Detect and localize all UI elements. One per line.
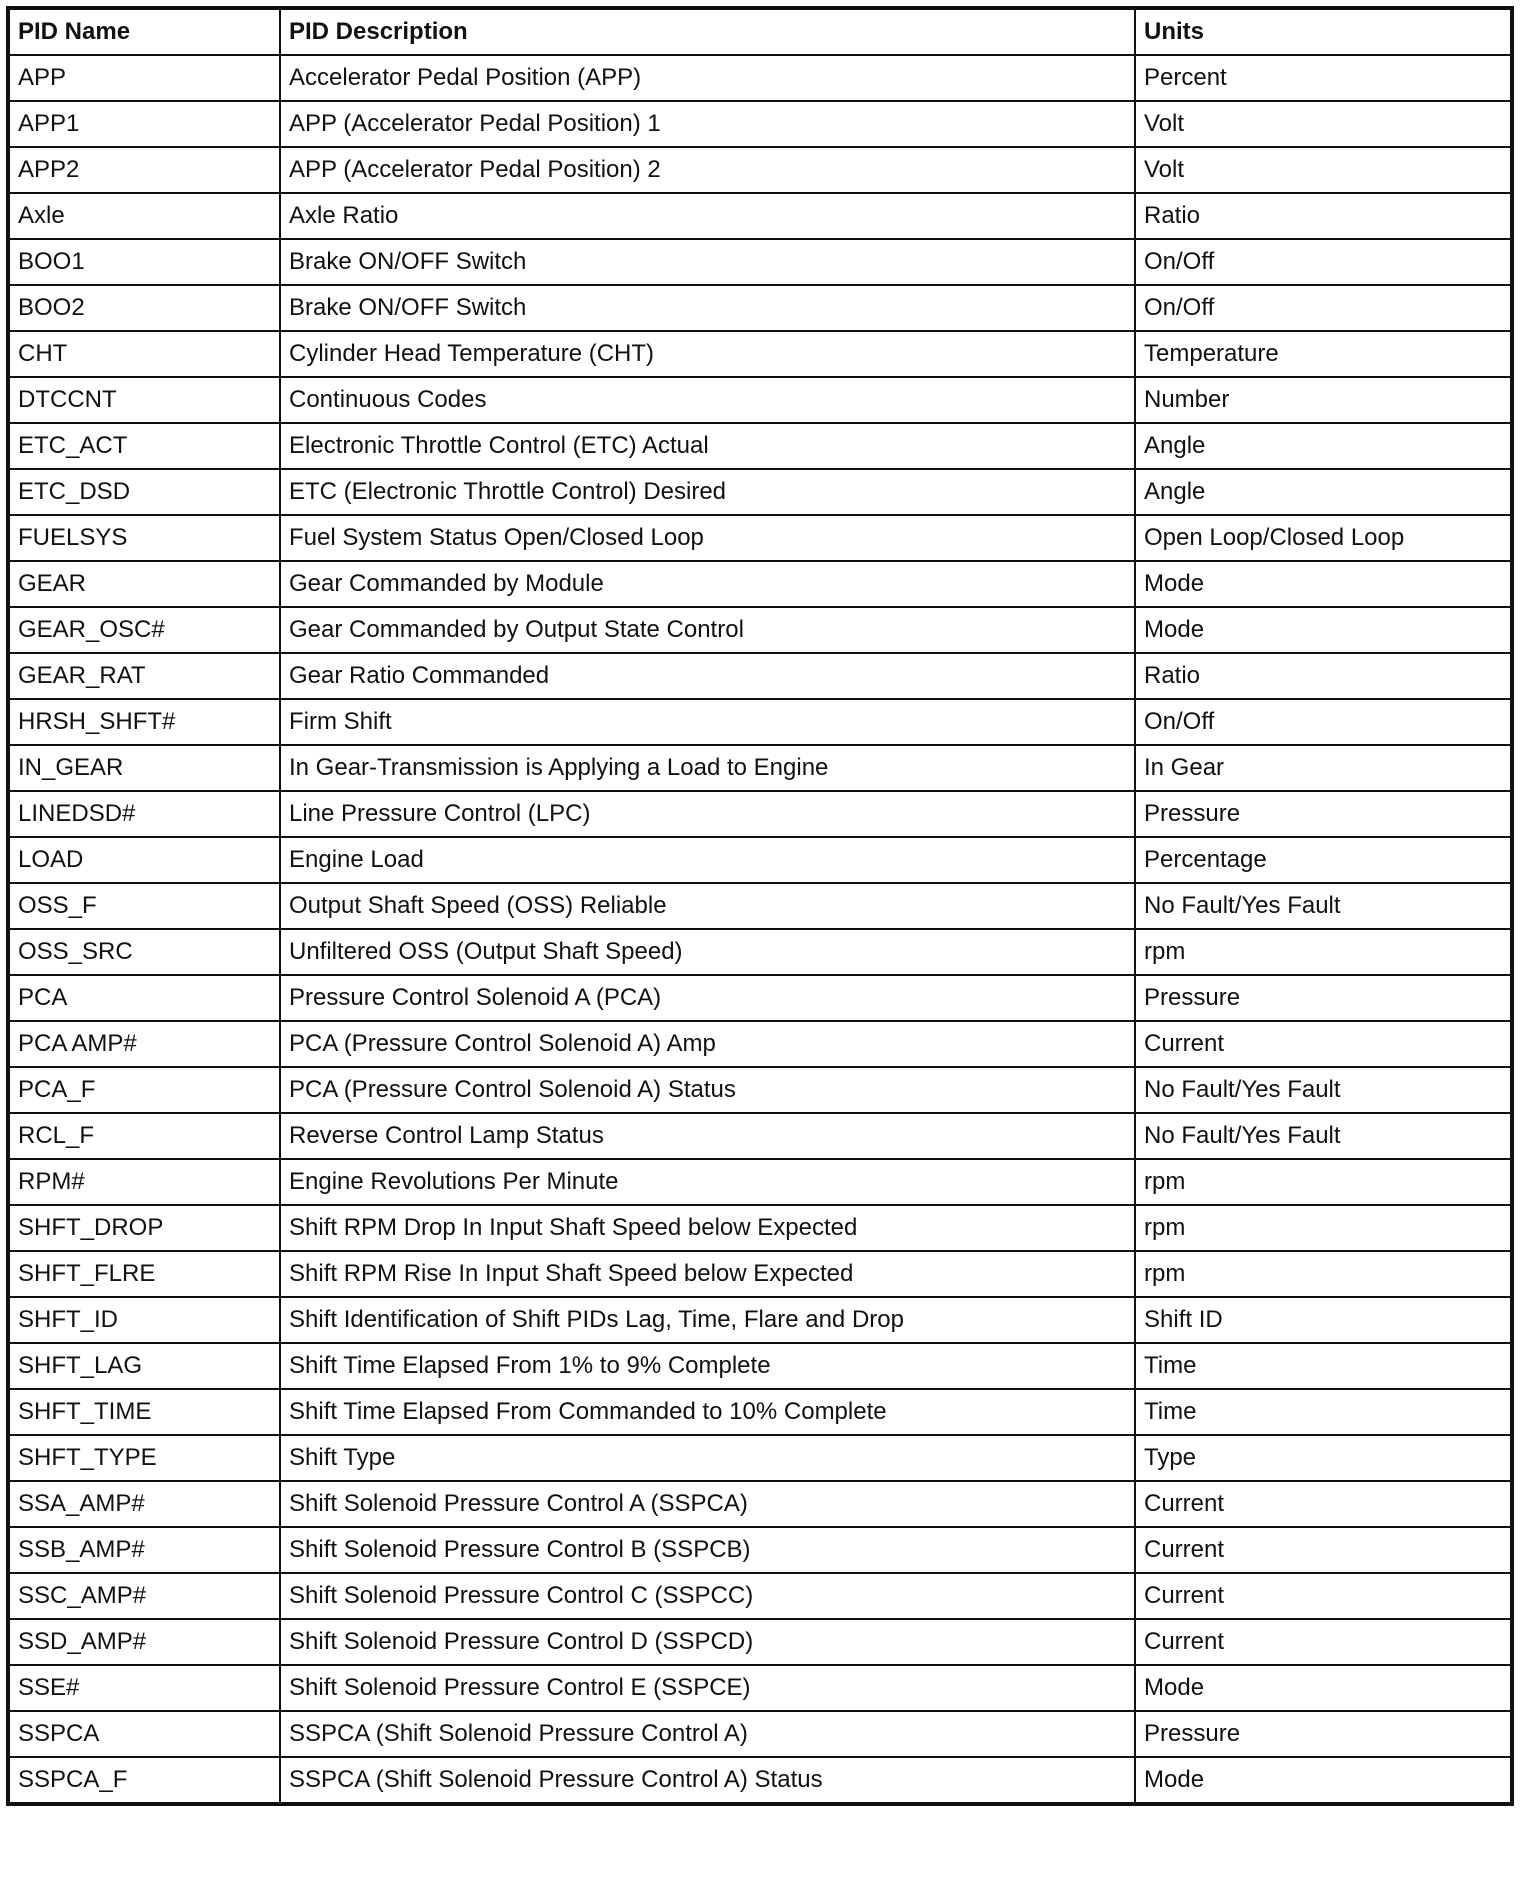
table-row xyxy=(8,1573,1512,1619)
pid-description-cell: Line Pressure Control (LPC) xyxy=(280,791,1135,837)
units-cell: No Fault/Yes Fault xyxy=(1135,883,1512,929)
units-cell: No Fault/Yes Fault xyxy=(1135,1067,1512,1113)
pid-name-cell: SHFT_FLRE xyxy=(8,1251,280,1297)
units-cell: Current xyxy=(1135,1527,1512,1573)
table-row xyxy=(8,1021,1512,1067)
pid-name-cell: GEAR_RAT xyxy=(8,653,280,699)
pid-name-cell: APP xyxy=(8,55,280,101)
units-cell: Current xyxy=(1135,1021,1512,1067)
table-row xyxy=(8,1389,1512,1435)
pid-name-cell: OSS_SRC xyxy=(8,929,280,975)
units-cell: Current xyxy=(1135,1481,1512,1527)
header-units: Units xyxy=(1135,8,1512,55)
pid-name-cell: APP1 xyxy=(8,101,280,147)
units-cell: Mode xyxy=(1135,1665,1512,1711)
pid-description-cell: Brake ON/OFF Switch xyxy=(280,239,1135,285)
table-row xyxy=(8,1297,1512,1343)
pid-name-cell: SHFT_LAG xyxy=(8,1343,280,1389)
units-cell: Pressure xyxy=(1135,791,1512,837)
pid-description-cell: Fuel System Status Open/Closed Loop xyxy=(280,515,1135,561)
pid-name-cell: Axle xyxy=(8,193,280,239)
pid-name-cell: ETC_ACT xyxy=(8,423,280,469)
units-cell: On/Off xyxy=(1135,285,1512,331)
table-row xyxy=(8,423,1512,469)
pid-table xyxy=(6,6,1514,1806)
pid-description-cell: Engine Revolutions Per Minute xyxy=(280,1159,1135,1205)
units-cell: Pressure xyxy=(1135,975,1512,1021)
table-row xyxy=(8,607,1512,653)
pid-description-cell: Reverse Control Lamp Status xyxy=(280,1113,1135,1159)
pid-name-cell: RPM# xyxy=(8,1159,280,1205)
units-cell: rpm xyxy=(1135,1159,1512,1205)
units-cell: Percentage xyxy=(1135,837,1512,883)
pid-name-cell: BOO1 xyxy=(8,239,280,285)
pid-name-cell: GEAR xyxy=(8,561,280,607)
pid-description-cell: Gear Ratio Commanded xyxy=(280,653,1135,699)
table-row xyxy=(8,239,1512,285)
units-cell: Ratio xyxy=(1135,653,1512,699)
pid-name-cell: SSE# xyxy=(8,1665,280,1711)
pid-description-cell: Brake ON/OFF Switch xyxy=(280,285,1135,331)
pid-name-cell: SSB_AMP# xyxy=(8,1527,280,1573)
table-row xyxy=(8,1757,1512,1804)
table-row xyxy=(8,653,1512,699)
pid-description-cell: Gear Commanded by Output State Control xyxy=(280,607,1135,653)
pid-name-cell: SHFT_TYPE xyxy=(8,1435,280,1481)
table-row xyxy=(8,147,1512,193)
pid-name-cell: PCA_F xyxy=(8,1067,280,1113)
pid-description-cell: SSPCA (Shift Solenoid Pressure Control A) xyxy=(280,1711,1135,1757)
pid-description-cell: Unfiltered OSS (Output Shaft Speed) xyxy=(280,929,1135,975)
pid-description-cell: APP (Accelerator Pedal Position) 2 xyxy=(280,147,1135,193)
pid-name-cell: BOO2 xyxy=(8,285,280,331)
pid-name-cell: SSD_AMP# xyxy=(8,1619,280,1665)
pid-description-cell: Shift Solenoid Pressure Control D (SSPCD) xyxy=(280,1619,1135,1665)
pid-description-cell: In Gear-Transmission is Applying a Load to Engine xyxy=(280,745,1135,791)
units-cell: Mode xyxy=(1135,1757,1512,1804)
pid-name-cell: SSPCA xyxy=(8,1711,280,1757)
pid-name-cell: SHFT_TIME xyxy=(8,1389,280,1435)
table-row xyxy=(8,1619,1512,1665)
table-row xyxy=(8,975,1512,1021)
units-cell: Volt xyxy=(1135,101,1512,147)
table-row xyxy=(8,1159,1512,1205)
units-cell: Time xyxy=(1135,1343,1512,1389)
table-row xyxy=(8,1435,1512,1481)
units-cell: Mode xyxy=(1135,561,1512,607)
pid-description-cell: Gear Commanded by Module xyxy=(280,561,1135,607)
pid-name-cell: ETC_DSD xyxy=(8,469,280,515)
pid-name-cell: OSS_F xyxy=(8,883,280,929)
table-row xyxy=(8,331,1512,377)
pid-description-cell: Shift RPM Rise In Input Shaft Speed below Expected xyxy=(280,1251,1135,1297)
table-row xyxy=(8,1343,1512,1389)
pid-name-cell: RCL_F xyxy=(8,1113,280,1159)
units-cell: Open Loop/Closed Loop xyxy=(1135,515,1512,561)
pid-name-cell: SSC_AMP# xyxy=(8,1573,280,1619)
table-row xyxy=(8,745,1512,791)
table-row xyxy=(8,1481,1512,1527)
units-cell: Angle xyxy=(1135,423,1512,469)
pid-name-cell: LINEDSD# xyxy=(8,791,280,837)
table-row xyxy=(8,1067,1512,1113)
pid-description-cell: APP (Accelerator Pedal Position) 1 xyxy=(280,101,1135,147)
pid-description-cell: Shift Time Elapsed From 1% to 9% Complete xyxy=(280,1343,1135,1389)
table-row xyxy=(8,791,1512,837)
table-row xyxy=(8,1711,1512,1757)
table-row xyxy=(8,699,1512,745)
units-cell: Volt xyxy=(1135,147,1512,193)
units-cell: Number xyxy=(1135,377,1512,423)
pid-name-cell: PCA AMP# xyxy=(8,1021,280,1067)
pid-description-cell: Accelerator Pedal Position (APP) xyxy=(280,55,1135,101)
table-row xyxy=(8,55,1512,101)
units-cell: Percent xyxy=(1135,55,1512,101)
pid-description-cell: Firm Shift xyxy=(280,699,1135,745)
table-body xyxy=(8,55,1512,1804)
header-pid-description: PID Description xyxy=(280,8,1135,55)
pid-description-cell: Pressure Control Solenoid A (PCA) xyxy=(280,975,1135,1021)
pid-description-cell: ETC (Electronic Throttle Control) Desired xyxy=(280,469,1135,515)
pid-name-cell: SSPCA_F xyxy=(8,1757,280,1804)
pid-description-cell: Engine Load xyxy=(280,837,1135,883)
table-row xyxy=(8,1665,1512,1711)
units-cell: Mode xyxy=(1135,607,1512,653)
header-pid-name: PID Name xyxy=(8,8,280,55)
pid-name-cell: PCA xyxy=(8,975,280,1021)
table-row xyxy=(8,101,1512,147)
pid-name-cell: GEAR_OSC# xyxy=(8,607,280,653)
pid-description-cell: Cylinder Head Temperature (CHT) xyxy=(280,331,1135,377)
units-cell: On/Off xyxy=(1135,699,1512,745)
table-row xyxy=(8,377,1512,423)
pid-description-cell: Shift Identification of Shift PIDs Lag, Time, Flare and Drop xyxy=(280,1297,1135,1343)
pid-name-cell: LOAD xyxy=(8,837,280,883)
pid-description-cell: Shift RPM Drop In Input Shaft Speed below Expected xyxy=(280,1205,1135,1251)
pid-description-cell: Shift Solenoid Pressure Control A (SSPCA) xyxy=(280,1481,1135,1527)
pid-description-cell: Axle Ratio xyxy=(280,193,1135,239)
table-row xyxy=(8,1205,1512,1251)
pid-description-cell: Shift Solenoid Pressure Control B (SSPCB) xyxy=(280,1527,1135,1573)
units-cell: Ratio xyxy=(1135,193,1512,239)
table-row xyxy=(8,929,1512,975)
units-cell: Current xyxy=(1135,1573,1512,1619)
units-cell: Time xyxy=(1135,1389,1512,1435)
table-row xyxy=(8,1113,1512,1159)
pid-description-cell: Shift Type xyxy=(280,1435,1135,1481)
pid-description-cell: Shift Time Elapsed From Commanded to 10% Complete xyxy=(280,1389,1135,1435)
pid-description-cell: Shift Solenoid Pressure Control C (SSPCC) xyxy=(280,1573,1135,1619)
units-cell: Current xyxy=(1135,1619,1512,1665)
units-cell: rpm xyxy=(1135,1205,1512,1251)
units-cell: Type xyxy=(1135,1435,1512,1481)
pid-description-cell: Continuous Codes xyxy=(280,377,1135,423)
table-row xyxy=(8,193,1512,239)
pid-description-cell: PCA (Pressure Control Solenoid A) Status xyxy=(280,1067,1135,1113)
units-cell: rpm xyxy=(1135,1251,1512,1297)
units-cell: Temperature xyxy=(1135,331,1512,377)
pid-description-cell: SSPCA (Shift Solenoid Pressure Control A) Status xyxy=(280,1757,1135,1804)
pid-name-cell: APP2 xyxy=(8,147,280,193)
table-row xyxy=(8,1251,1512,1297)
pid-name-cell: SHFT_DROP xyxy=(8,1205,280,1251)
header-row xyxy=(8,8,1512,55)
pid-name-cell: SSA_AMP# xyxy=(8,1481,280,1527)
pid-name-cell: CHT xyxy=(8,331,280,377)
pid-name-cell: FUELSYS xyxy=(8,515,280,561)
table-row xyxy=(8,837,1512,883)
pid-description-cell: Electronic Throttle Control (ETC) Actual xyxy=(280,423,1135,469)
pid-name-cell: IN_GEAR xyxy=(8,745,280,791)
table-header xyxy=(8,8,1512,55)
pid-name-cell: HRSH_SHFT# xyxy=(8,699,280,745)
units-cell: Angle xyxy=(1135,469,1512,515)
units-cell: Pressure xyxy=(1135,1711,1512,1757)
table-row xyxy=(8,469,1512,515)
units-cell: On/Off xyxy=(1135,239,1512,285)
pid-name-cell: DTCCNT xyxy=(8,377,280,423)
pid-description-cell: Shift Solenoid Pressure Control E (SSPCE) xyxy=(280,1665,1135,1711)
pid-description-cell: Output Shaft Speed (OSS) Reliable xyxy=(280,883,1135,929)
units-cell: Shift ID xyxy=(1135,1297,1512,1343)
units-cell: rpm xyxy=(1135,929,1512,975)
units-cell: No Fault/Yes Fault xyxy=(1135,1113,1512,1159)
pid-description-cell: PCA (Pressure Control Solenoid A) Amp xyxy=(280,1021,1135,1067)
units-cell: In Gear xyxy=(1135,745,1512,791)
table-row xyxy=(8,515,1512,561)
table-row xyxy=(8,561,1512,607)
table-row xyxy=(8,883,1512,929)
table-row xyxy=(8,285,1512,331)
table-row xyxy=(8,1527,1512,1573)
pid-name-cell: SHFT_ID xyxy=(8,1297,280,1343)
